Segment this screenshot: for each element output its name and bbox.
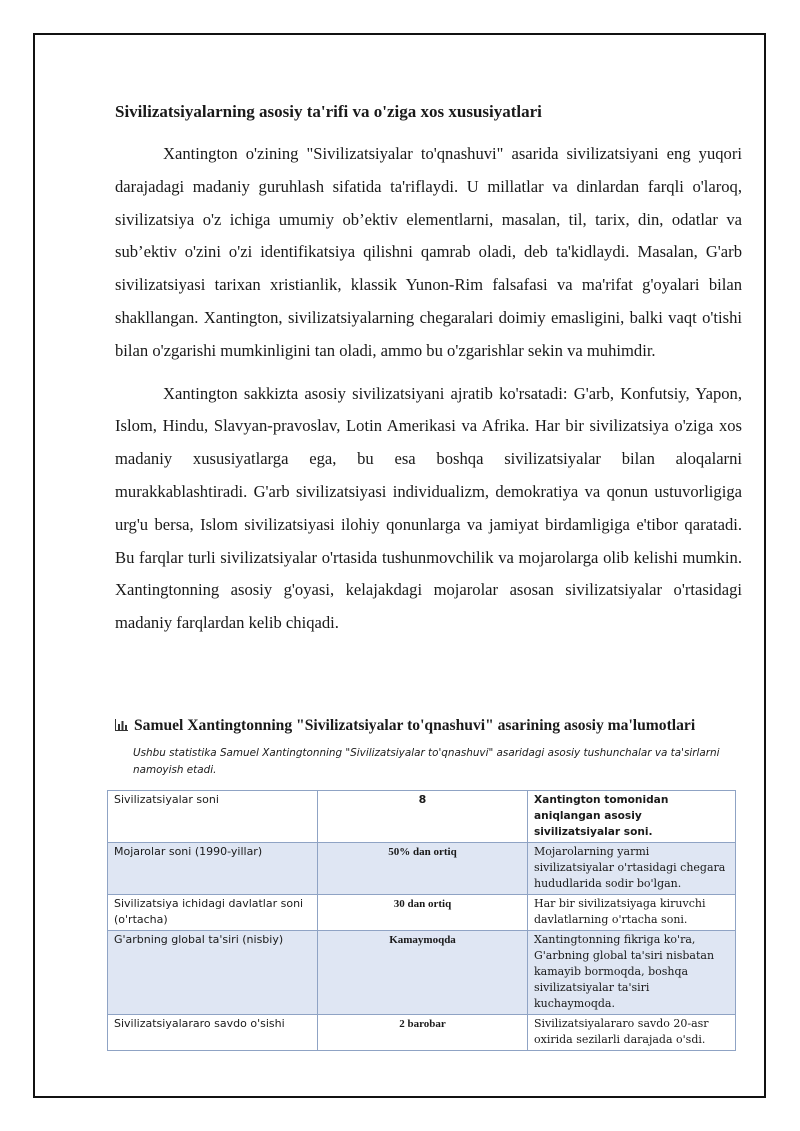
table-row [108,843,736,895]
row-value: 50% dan ortiq [318,843,528,895]
table-row [108,895,736,931]
row-label: Sivilizatsiya ichidagi davlatlar soni (o'rtacha) [108,895,318,931]
row-label: Sivilizatsiyalararo savdo o'sishi [108,1015,318,1051]
row-label: G'arbning global ta'siri (nisbiy) [108,931,318,1015]
row-note: Har bir sivilizatsiyaga kiruvchi davlatlarning o'rtacha soni. [528,895,736,931]
table-row [108,931,736,1015]
row-note: Sivilizatsiyalararo savdo 20-asr oxirida sezilarli darajada o'sdi. [528,1015,736,1051]
document-body [115,100,742,650]
row-value: 2 barobar [318,1015,528,1051]
table-subtitle: Ushbu statistika Samuel Xantingtonning "Sivilizatsiyalar to'qnashuvi" asaridagi asosiy tushunchalar va ta'sirlarni namoyish etadi. [133,747,720,776]
row-value: Kamaymoqda [318,931,528,1015]
row-note: Mojarolarning yarmi sivilizatsiyalar o'rtasidagi chegara hududlarida sodir bo'lgan. [528,843,736,895]
paragraph-2: Xantington sakkizta asosiy sivilizatsiyani ajratib ko'rsatadi: G'arb, Konfutsiy, Yapon, Islom, Hindu, Slavyan-pravoslav, Lotin Amerikasi va Afrika. Har bir sivilizatsiya o'ziga xos madaniy xususiyatlarga ega, bu esa boshqa sivilizatsiyalar bilan aloqalarni murakkablashtiradi. G'arb sivilizatsiyasi individualizm, demokratiya va qonun ustuvorligiga urg'u bersa, Islom sivilizatsiyasi ilohiy qonunlarga va jamiyat birdamligiga e'tibor qaratadi. Bu farqlar turli sivilizatsiyalar o'rtasida tushunmovchilik va mojarolarga olib kelishi mumkin. Xantingtonning asosiy g'oyasi, kelajakdagi mojarolar asosan sivilizatsiyalar o'rtasidagi madaniy farqlardan kelib chiqadi. [115,383,742,633]
bar-chart-icon [115,716,128,728]
row-label: Mojarolar soni (1990-yillar) [108,843,318,895]
row-label: Sivilizatsiyalar soni [108,791,318,843]
row-value: 30 dan ortiq [318,895,528,931]
statistics-table [107,790,736,1051]
row-value: 8 [318,791,528,843]
table-title-text: Samuel Xantingtonning "Sivilizatsiyalar to'qnashuvi" asarining asosiy ma'lumotlari [134,717,696,734]
row-note: Xantington tomonidan aniqlangan asosiy sivilizatsiyalar soni. [528,791,736,843]
paragraph-1: Xantington o'zining "Sivilizatsiyalar to'qnashuvi" asarida sivilizatsiyani eng yuqori darajadagi madaniy guruhlash sifatida ta'riflaydi. U millatlar va dinlardan farqli o'laroq, sivilizatsiya o'z ichiga umumiy ob’ektiv elementlarni, masalan, til, tarix, din, odatlar va sub’ektiv o'zini o'zi identifikatsiya qilishni qamrab oladi, deb ta'kidlaydi. Masalan, G'arb sivilizatsiyasi tarixan xristianlik, klassik Yunon-Rim falsafasi va ma'rifat g'oyalari bilan shakllangan. Xantington, sivilizatsiyalarning chegaralari doimiy emasligini, balki vaqt o'tishi bilan o'zgarishi mumkinligini tan oladi, ammo bu o'zgarishlar sekin va muhimdir. [115,144,742,360]
row-note: Xantingtonning fikriga ko'ra, G'arbning global ta'siri nisbatan kamayib bormoqda, boshqa sivilizatsiyalar ta'siri kuchaymoqda. [528,931,736,1015]
table-title [115,715,755,737]
table-row [108,791,736,843]
table-row [108,1015,736,1051]
section-heading: Sivilizatsiyalarning asosiy ta'rifi va o'ziga xos xususiyatlari [115,102,542,121]
